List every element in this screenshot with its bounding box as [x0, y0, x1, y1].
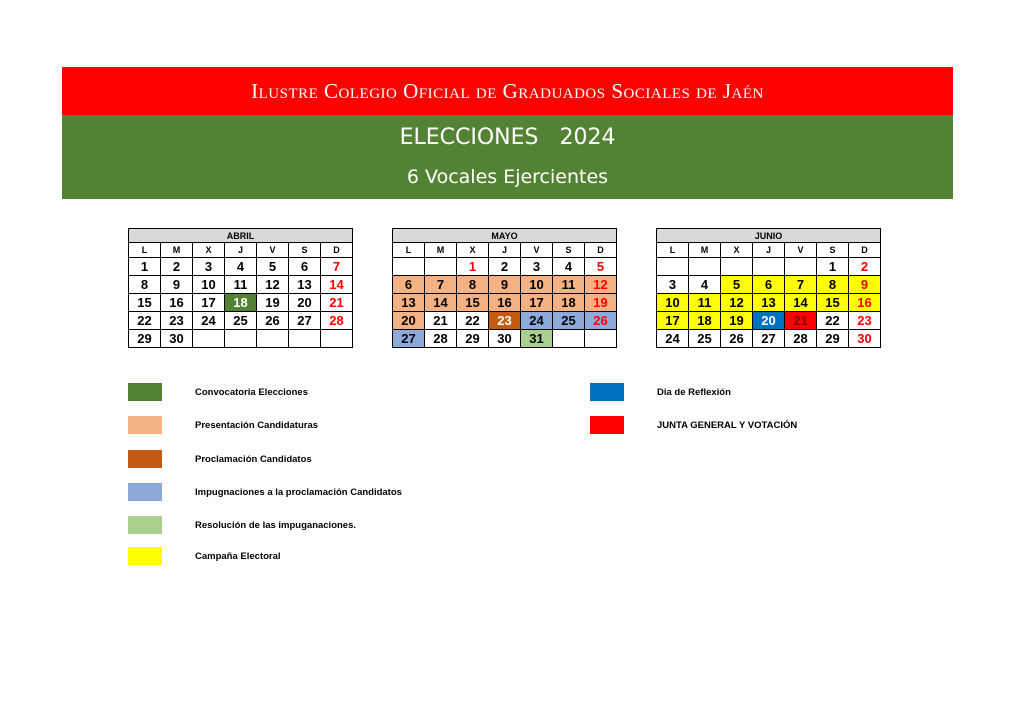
day-cell: 8: [129, 276, 161, 294]
month-name: ABRIL: [129, 229, 353, 243]
day-cell: 29: [457, 330, 489, 348]
legend-swatch-convocatoria: [128, 383, 162, 401]
weekday-label: S: [817, 243, 849, 258]
day-cell: 9: [161, 276, 193, 294]
day-cell: 15: [129, 294, 161, 312]
day-cell: 16: [161, 294, 193, 312]
subtitle-banner: [62, 115, 953, 199]
day-cell: 8: [457, 276, 489, 294]
day-cell: 22: [817, 312, 849, 330]
day-cell: 23: [849, 312, 881, 330]
day-cell: 14: [321, 276, 353, 294]
day-cell: 2: [161, 258, 193, 276]
day-cell: 6: [393, 276, 425, 294]
day-cell: 10: [193, 276, 225, 294]
legend-swatch-resolucion: [128, 516, 162, 534]
day-cell: 16: [849, 294, 881, 312]
legend-label-resolucion: Resolución de las impuganaciones.: [195, 520, 357, 531]
day-cell: 20: [393, 312, 425, 330]
day-cell: 23: [161, 312, 193, 330]
day-cell: 17: [657, 312, 689, 330]
day-cell: 12: [721, 294, 753, 312]
day-cell: 30: [161, 330, 193, 348]
day-cell: 24: [657, 330, 689, 348]
day-cell: 18: [689, 312, 721, 330]
month-name: JUNIO: [657, 229, 881, 243]
day-cell: 10: [657, 294, 689, 312]
weekday-label: M: [425, 243, 457, 258]
day-cell: 27: [393, 330, 425, 348]
weekday-label: S: [553, 243, 585, 258]
day-cell: 25: [225, 312, 257, 330]
day-cell: 5: [585, 258, 617, 276]
day-cell: 6: [289, 258, 321, 276]
weekday-label: L: [129, 243, 161, 258]
empty-cell: [721, 258, 753, 276]
day-cell: 22: [457, 312, 489, 330]
empty-cell: [225, 330, 257, 348]
day-cell: 9: [849, 276, 881, 294]
legend-label-campana: Campaña Electoral: [195, 551, 281, 562]
empty-cell: [657, 258, 689, 276]
legend-label-impugnaciones: Impugnaciones a la proclamación Candidatos: [195, 487, 402, 498]
empty-cell: [257, 330, 289, 348]
weekday-label: S: [289, 243, 321, 258]
day-cell: 5: [257, 258, 289, 276]
day-cell: 3: [193, 258, 225, 276]
day-cell: 11: [225, 276, 257, 294]
day-cell: 1: [129, 258, 161, 276]
day-cell: 7: [321, 258, 353, 276]
legend-label-reflexion: Dia de Reflexión: [657, 387, 731, 398]
day-cell: 13: [393, 294, 425, 312]
day-cell: 30: [849, 330, 881, 348]
day-cell: 28: [321, 312, 353, 330]
legend-label-presentacion: Presentación Candidaturas: [195, 420, 319, 431]
day-cell: 1: [457, 258, 489, 276]
day-cell: 12: [585, 276, 617, 294]
day-cell: 21: [321, 294, 353, 312]
empty-cell: [689, 258, 721, 276]
weekday-label: J: [225, 243, 257, 258]
day-cell: 8: [817, 276, 849, 294]
empty-cell: [321, 330, 353, 348]
title-banner: [62, 67, 953, 115]
page-title: Ilustre Colegio Oficial de Graduados Sociales de Jaén: [251, 78, 764, 103]
calendar-abril: [128, 228, 353, 348]
day-cell: 19: [721, 312, 753, 330]
legend-label-junta: JUNTA GENERAL Y VOTACIÓN: [657, 420, 798, 431]
weekday-label: V: [521, 243, 553, 258]
day-cell: 7: [785, 276, 817, 294]
day-cell: 19: [257, 294, 289, 312]
day-cell: 4: [553, 258, 585, 276]
day-cell: 19: [585, 294, 617, 312]
weekday-label: X: [193, 243, 225, 258]
month-name: MAYO: [393, 229, 617, 243]
day-cell: 28: [425, 330, 457, 348]
day-cell: 13: [753, 294, 785, 312]
empty-cell: [553, 330, 585, 348]
day-cell: 17: [521, 294, 553, 312]
day-cell: 4: [689, 276, 721, 294]
day-cell: 20: [289, 294, 321, 312]
empty-cell: [193, 330, 225, 348]
day-cell: 23: [489, 312, 521, 330]
day-cell: 6: [753, 276, 785, 294]
weekday-label: L: [657, 243, 689, 258]
weekday-label: M: [161, 243, 193, 258]
legend-label-convocatoria: Convocatoria Elecciones: [195, 387, 308, 398]
day-cell: 21: [425, 312, 457, 330]
empty-cell: [785, 258, 817, 276]
day-cell: 29: [129, 330, 161, 348]
weekday-label: V: [785, 243, 817, 258]
weekday-label: X: [457, 243, 489, 258]
day-cell: 20: [753, 312, 785, 330]
day-cell: 3: [521, 258, 553, 276]
day-cell: 14: [425, 294, 457, 312]
empty-cell: [585, 330, 617, 348]
day-cell: 2: [849, 258, 881, 276]
day-cell: 21: [785, 312, 817, 330]
day-cell: 24: [193, 312, 225, 330]
day-cell: 7: [425, 276, 457, 294]
day-cell: 25: [689, 330, 721, 348]
day-cell: 26: [585, 312, 617, 330]
day-cell: 26: [721, 330, 753, 348]
legend-label-proclamacion: Proclamación Candidatos: [195, 454, 312, 465]
day-cell: 3: [657, 276, 689, 294]
weekday-label: J: [489, 243, 521, 258]
day-cell: 13: [289, 276, 321, 294]
legend-swatch-presentacion: [128, 416, 162, 434]
day-cell: 11: [689, 294, 721, 312]
day-cell: 11: [553, 276, 585, 294]
legend-swatch-proclamacion: [128, 450, 162, 468]
day-cell: 15: [457, 294, 489, 312]
weekday-label: X: [721, 243, 753, 258]
elections-title: ELECCIONES 2024: [399, 125, 616, 150]
empty-cell: [753, 258, 785, 276]
day-cell: 2: [489, 258, 521, 276]
day-cell: 27: [289, 312, 321, 330]
day-cell: 29: [817, 330, 849, 348]
day-cell: 9: [489, 276, 521, 294]
elections-subtitle: 6 Vocales Ejercientes: [406, 166, 609, 188]
weekday-label: L: [393, 243, 425, 258]
day-cell: 12: [257, 276, 289, 294]
empty-cell: [425, 258, 457, 276]
weekday-label: J: [753, 243, 785, 258]
weekday-label: M: [689, 243, 721, 258]
weekday-label: V: [257, 243, 289, 258]
legend-swatch-junta: [590, 416, 624, 434]
day-cell: 22: [129, 312, 161, 330]
day-cell: 31: [521, 330, 553, 348]
day-cell: 10: [521, 276, 553, 294]
legend-swatch-reflexion: [590, 383, 624, 401]
day-cell: 28: [785, 330, 817, 348]
calendar-mayo: [392, 228, 617, 348]
day-cell: 25: [553, 312, 585, 330]
day-cell: 30: [489, 330, 521, 348]
weekday-label: D: [585, 243, 617, 258]
legend-swatch-impugnaciones: [128, 483, 162, 501]
empty-cell: [289, 330, 321, 348]
weekday-label: D: [849, 243, 881, 258]
day-cell: 26: [257, 312, 289, 330]
day-cell: 18: [553, 294, 585, 312]
day-cell: 4: [225, 258, 257, 276]
day-cell: 15: [817, 294, 849, 312]
weekday-label: D: [321, 243, 353, 258]
day-cell: 17: [193, 294, 225, 312]
day-cell: 16: [489, 294, 521, 312]
empty-cell: [393, 258, 425, 276]
day-cell: 27: [753, 330, 785, 348]
calendar-junio: [656, 228, 881, 348]
day-cell: 24: [521, 312, 553, 330]
day-cell: 14: [785, 294, 817, 312]
legend-swatch-campana: [128, 547, 162, 565]
day-cell: 1: [817, 258, 849, 276]
day-cell: 5: [721, 276, 753, 294]
day-cell: 18: [225, 294, 257, 312]
